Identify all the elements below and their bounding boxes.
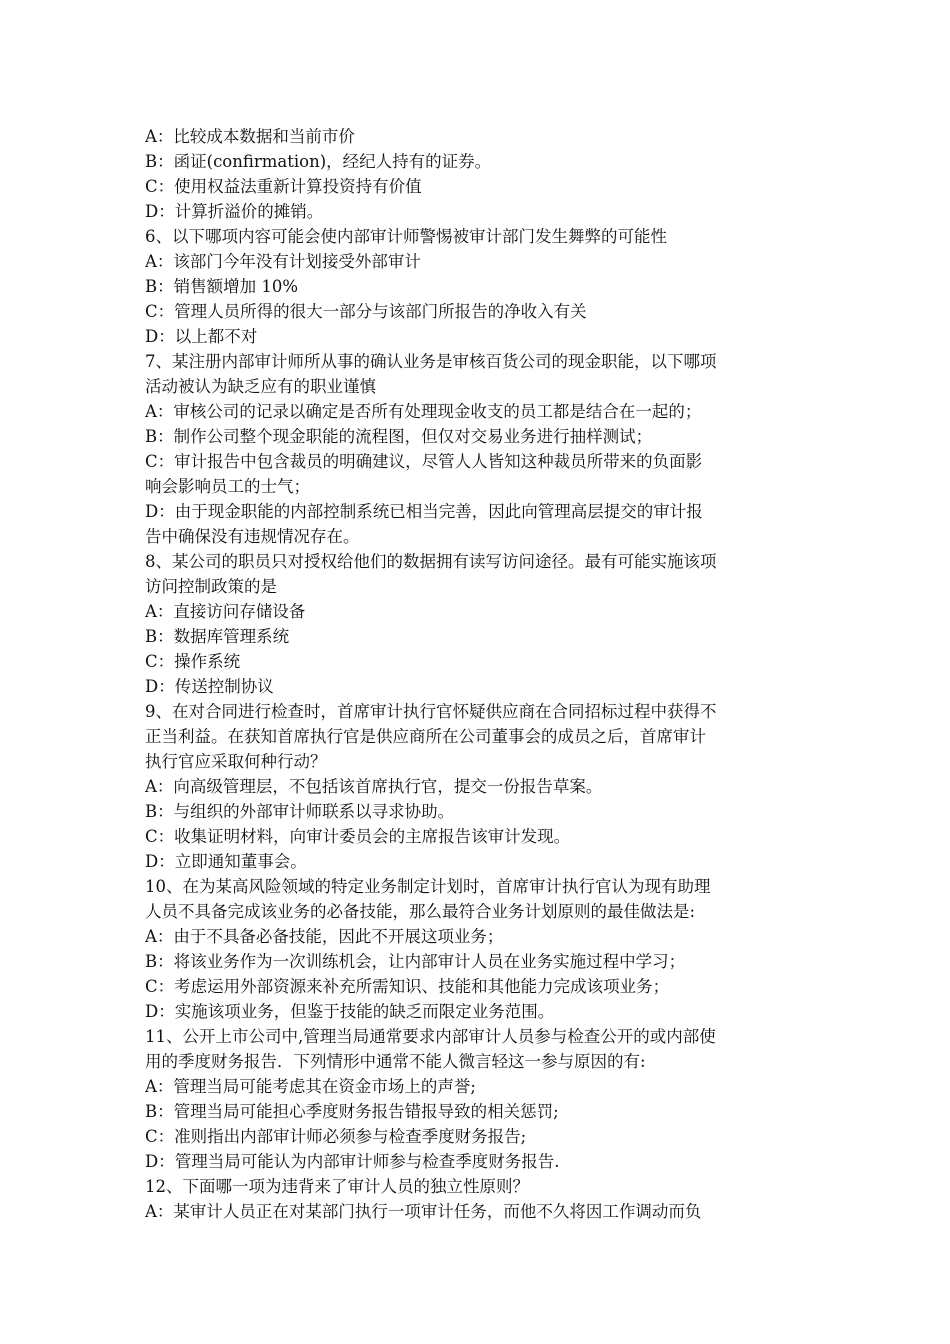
text-line: B：制作公司整个现金职能的流程图，但仅对交易业务进行抽样测试；: [145, 427, 653, 446]
text-line: B：管理当局可能担心季度财务报告错报导致的相关惩罚;: [145, 1102, 559, 1121]
text-line: D：实施该项业务，但鉴于技能的缺乏而限定业务范围。: [145, 1002, 555, 1021]
text-line: C：审计报告中包含裁员的明确建议，尽管人人皆知这种裁员所带来的负面影: [145, 452, 703, 471]
text-line: D：以上都不对: [145, 327, 258, 346]
text-line: C：收集证明材料，向审计委员会的主席报告该审计发现。: [145, 827, 571, 846]
text-line: B：数据库管理系统: [145, 627, 290, 646]
text-line: C：操作系统: [145, 652, 241, 671]
text-line: B：函证(confirmation)，经纪人持有的证券。: [145, 152, 492, 171]
text-line: A：该部门今年没有计划接受外部审计: [145, 252, 421, 271]
text-line: 响会影响员工的士气；: [145, 477, 310, 496]
text-line: 告中确保没有违规情况存在。: [145, 527, 360, 546]
text-line: D：管理当局可能认为内部审计师参与检查季度财务报告.: [145, 1152, 560, 1171]
question-8: 8、某公司的职员只对授权给他们的数据拥有读写访问途径。最有可能实施该项: [145, 552, 717, 571]
text-line: 正当利益。在获知首席执行官是供应商所在公司董事会的成员之后，首席审计: [145, 727, 706, 746]
text-line: A：比较成本数据和当前市价: [145, 127, 355, 146]
text-line: B：销售额增加 10%: [145, 277, 299, 296]
text-line: A：直接访问存储设备: [145, 602, 306, 621]
question-7: 7、某注册内部审计师所从事的确认业务是审核百货公司的现金职能，以下哪项: [145, 352, 717, 371]
text-line: D：计算折溢价的摊销。: [145, 202, 324, 221]
text-line: C：考虑运用外部资源来补充所需知识、技能和其他能力完成该项业务；: [145, 977, 670, 996]
text-line: A：由于不具备必备技能，因此不开展这项业务；: [145, 927, 504, 946]
text-line: D：传送控制协议: [145, 677, 274, 696]
text-line: 用的季度财务报告．下列情形中通常不能人微言轻这一参与原因的有:: [145, 1052, 646, 1071]
text-line: B：与组织的外部审计师联系以寻求协助。: [145, 802, 455, 821]
text-line: 访问控制政策的是: [145, 577, 277, 596]
question-12: 12、下面哪一项为违背来了审计人员的独立性原则？: [145, 1177, 529, 1196]
text-line: A：审核公司的记录以确定是否所有处理现金收支的员工都是结合在一起的；: [145, 402, 702, 421]
text-line: A：向高级管理层，不包括该首席执行官，提交一份报告草案。: [145, 777, 603, 796]
text-line: B：将该业务作为一次训练机会，让内部审计人员在业务实施过程中学习；: [145, 952, 686, 971]
question-9: 9、在对合同进行检查时，首席审计执行官怀疑供应商在合同招标过程中获得不: [145, 702, 717, 721]
text-line: C：管理人员所得的很大一部分与该部门所报告的净收入有关: [145, 302, 587, 321]
text-line: D：由于现金职能的内部控制系统已相当完善，因此向管理高层提交的审计报: [145, 502, 703, 521]
text-line: 人员不具备完成该业务的必备技能，那么最符合业务计划原则的最佳做法是:: [145, 902, 696, 921]
question-6: 6、以下哪项内容可能会使内部审计师警惕被审计部门发生舞弊的可能性: [145, 227, 667, 246]
text-line: A：某审计人员正在对某部门执行一项审计任务，而他不久将因工作调动而负: [145, 1202, 702, 1221]
question-11: 11、公开上市公司中,管理当局通常要求内部审计人员参与检查公开的或内部使: [145, 1027, 716, 1046]
text-line: D：立即通知董事会。: [145, 852, 307, 871]
text-line: 执行官应采取何种行动？: [145, 752, 327, 771]
text-line: 活动被认为缺乏应有的职业谨慎: [145, 377, 376, 396]
text-line: A：管理当局可能考虑其在资金市场上的声誉;: [145, 1077, 476, 1096]
question-10: 10、在为某高风险领域的特定业务制定计划时，首席审计执行官认为现有助理: [145, 877, 711, 896]
document-body: [145, 124, 810, 1224]
text-line: C：使用权益法重新计算投资持有价值: [145, 177, 422, 196]
text-line: C：准则指出内部审计师必须参与检查季度财务报告;: [145, 1127, 527, 1146]
